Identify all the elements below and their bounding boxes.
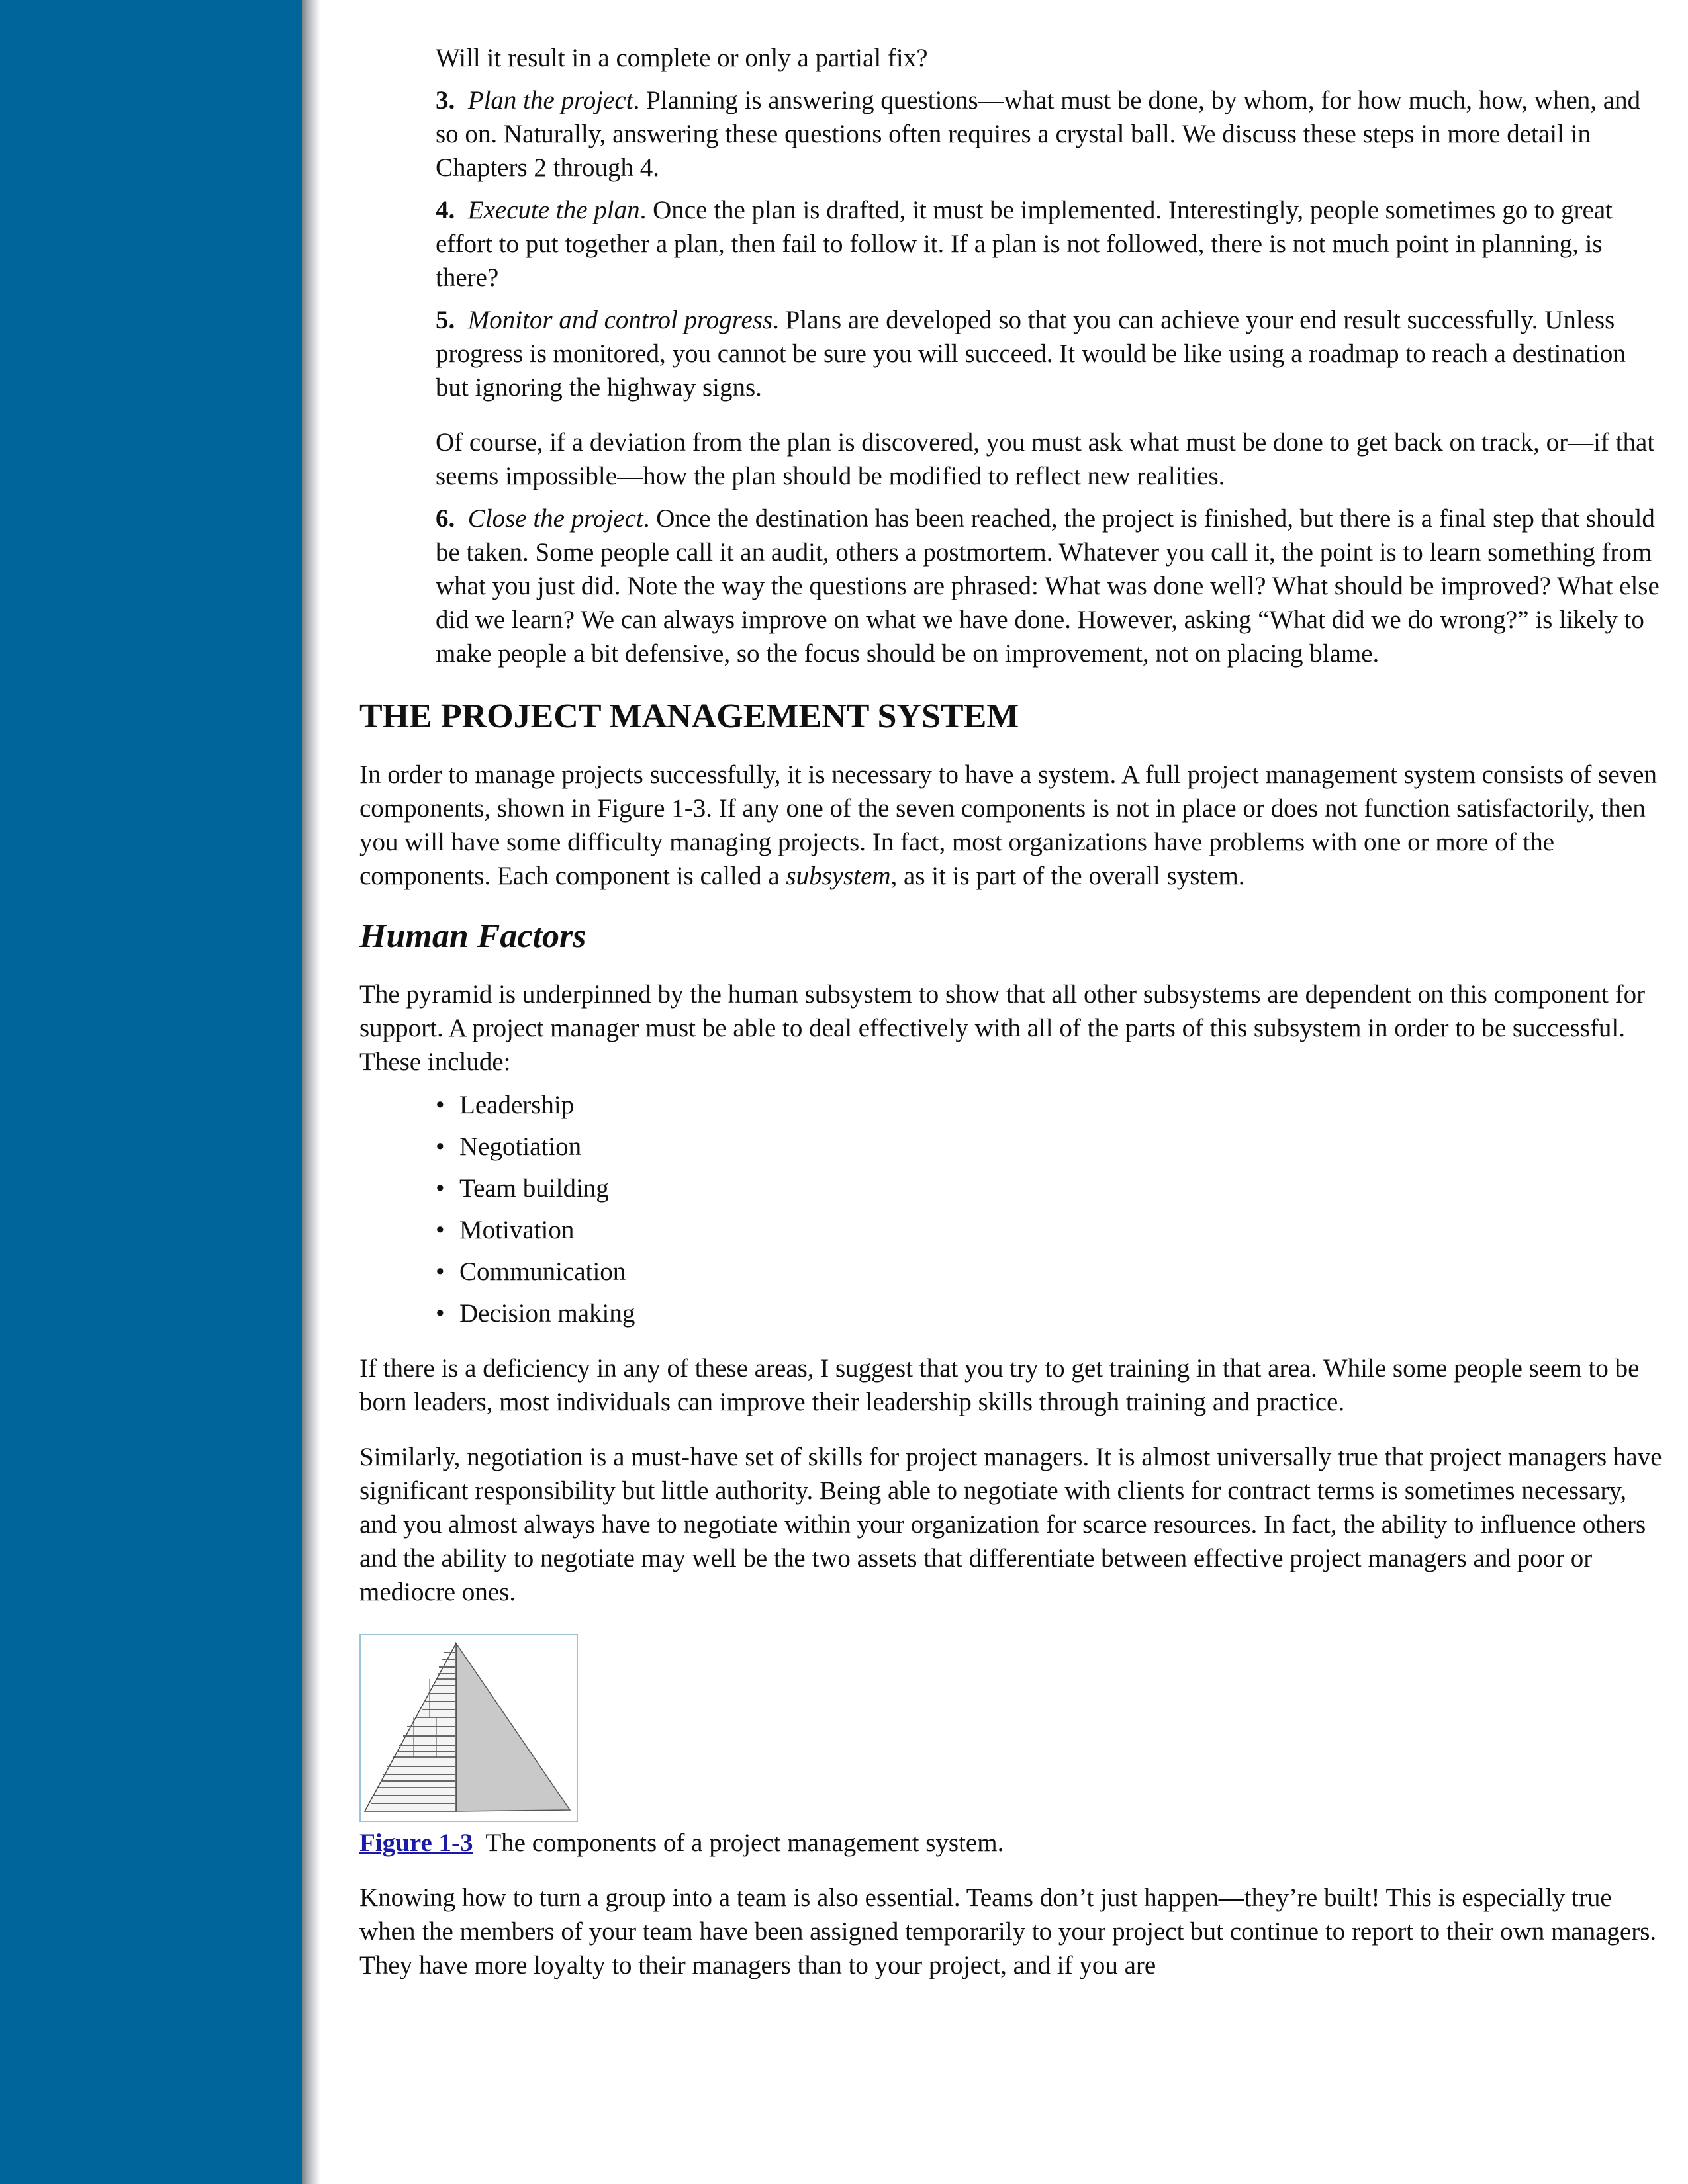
human-factors-intro: The pyramid is underpinned by the human subsystem to show that all other subsystems are dependent on this component for support. A project manager must be able to deal effectively with all of the parts of this subsystem in order to be successful. These include: xyxy=(359,980,1646,1076)
step-5-text: . Plans are developed so that you can achieve your end result successfully. Unless progress is monitored, you cannot be sure you will succeed. It would be like using a roadmap to reach a destination but ignoring the highway signs. xyxy=(436,306,1626,402)
bullet-icon: • xyxy=(436,1299,445,1328)
bullet-icon: • xyxy=(436,1174,445,1203)
sidebar-band xyxy=(0,0,302,2184)
list-item xyxy=(436,1213,1664,1247)
step-2-continuation: Will it result in a complete or only a partial fix? xyxy=(436,44,928,72)
figure-1-3-link[interactable]: Figure 1-3 xyxy=(359,1829,473,1857)
step-3-number: 3. xyxy=(436,86,455,114)
list-item xyxy=(436,1130,1664,1163)
step-3-text: . Planning is answering questions—what must be done, by whom, for how much, how, when, and so on. Naturally, answering these questions often requires a crystal ball. We discuss these steps in more detail in Chapters 2 through 4. xyxy=(436,86,1641,182)
figure-caption-text: The components of a project management system. xyxy=(485,1829,1004,1857)
step-6-text: . Once the destination has been reached, the project is finished, but there is a final step that should be taken. Some people call it an audit, others a postmortem. Whatever you call it, the point is to learn something from what you just did. Note the way the questions are phrased: What was done well? What should be improved? What else did we learn? We can always improve on what we have done. However, asking “What did we do wrong?” is likely to make people a bit defensive, so the focus should be on improvement, not on placing blame. xyxy=(436,504,1660,668)
step-5-number: 5. xyxy=(436,306,455,334)
figure-thumbnail[interactable] xyxy=(359,1634,578,1822)
list-item-label: Leadership xyxy=(459,1091,575,1119)
list-item-label: Team building xyxy=(459,1174,609,1203)
list-item-label: Communication xyxy=(459,1257,626,1286)
list-item xyxy=(436,1297,1664,1330)
step-5 xyxy=(436,303,1664,404)
bullet-icon: • xyxy=(436,1216,445,1244)
step-4-text: . Once the plan is drafted, it must be implemented. Interestingly, people sometimes go to great effort to put together a plan, then fail to follow it. If a plan is not followed, there is not much point in planning, is there? xyxy=(436,196,1613,292)
list-item-label: Motivation xyxy=(459,1216,575,1244)
figure-caption xyxy=(359,1826,1664,1860)
step-3-title: Plan the project xyxy=(467,86,633,114)
step-3 xyxy=(436,83,1664,185)
pms-paragraph xyxy=(359,758,1664,893)
list-item xyxy=(436,1255,1664,1289)
list-item-label: Negotiation xyxy=(459,1132,582,1161)
step-6-title: Close the project xyxy=(467,504,643,533)
human-factors-paragraph-1: If there is a deficiency in any of these areas, I suggest that you try to get training in that area. While some people seem to be born leaders, most individuals can improve their leadership skills through training and practice. xyxy=(359,1354,1640,1416)
bullet-icon: • xyxy=(436,1257,445,1286)
step-4-number: 4. xyxy=(436,196,455,224)
step-4-title: Execute the plan xyxy=(467,196,640,224)
step-5-extra: Of course, if a deviation from the plan is discovered, you must ask what must be done to get back on track, or—if that seems impossible—how the plan should be modified to reflect new realities. xyxy=(436,428,1655,490)
pms-paragraph-b: , as it is part of the overall system. xyxy=(890,862,1245,890)
step-6-number: 6. xyxy=(436,504,455,533)
step-4 xyxy=(436,193,1664,295)
step-5-title: Monitor and control progress xyxy=(467,306,773,334)
page-content xyxy=(359,41,1664,1982)
bullet-icon: • xyxy=(436,1091,445,1119)
bullet-icon: • xyxy=(436,1132,445,1161)
pms-paragraph-emphasis: subsystem xyxy=(786,862,891,890)
human-factors-paragraph-2: Similarly, negotiation is a must-have set of skills for project managers. It is almost universally true that project managers have significant responsibility but little authority. Being able to negotiate with clients for contract terms is sometimes necessary, and you almost always have to negotiate within your organization for scarce resources. In fact, the ability to influence others and the ability to negotiate may well be the two assets that differentiate between effective project managers and poor or mediocre ones. xyxy=(359,1443,1662,1606)
pyramid-icon xyxy=(363,1638,574,1818)
list-item-label: Decision making xyxy=(459,1299,635,1328)
list-item xyxy=(436,1088,1664,1122)
pms-paragraph-a: In order to manage projects successfully, it is necessary to have a system. A full project management system consists of seven components, shown in Figure 1-3. If any one of the seven components is not in place or does not function satisfactorily, then you will have some difficulty managing projects. In fact, most organizations have problems with one or more of the components. Each component is called a xyxy=(359,760,1657,890)
section-heading-pms: THE PROJECT MANAGEMENT SYSTEM xyxy=(359,698,1019,735)
subsection-heading-human-factors: Human Factors xyxy=(359,917,586,955)
list-item xyxy=(436,1171,1664,1205)
sidebar-shadow xyxy=(302,0,320,2184)
human-factors-list xyxy=(359,1088,1664,1330)
step-6 xyxy=(436,502,1664,670)
closing-paragraph: Knowing how to turn a group into a team is also essential. Teams don’t just happen—they’re built! This is especially true when the members of your team have been assigned temporarily to your project but continue to report to their own managers. They have more loyalty to their managers than to your project, and if you are xyxy=(359,1884,1657,1979)
